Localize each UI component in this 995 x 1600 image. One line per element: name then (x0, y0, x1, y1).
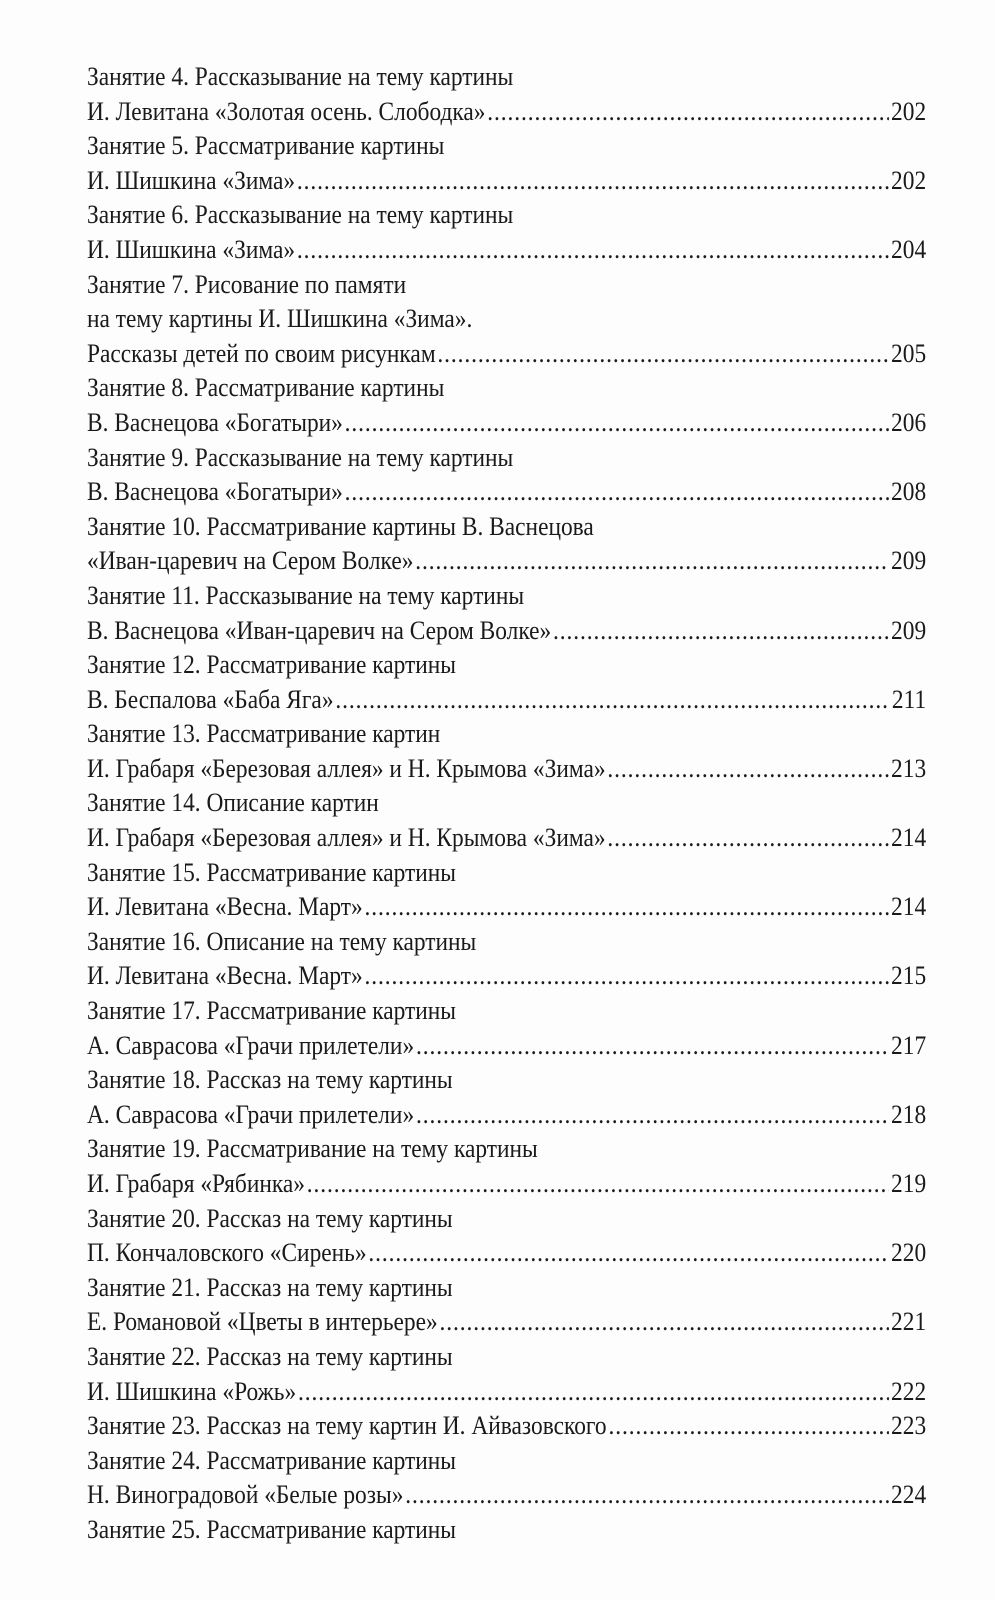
dot-leader (298, 1375, 889, 1410)
toc-entry (87, 648, 927, 717)
dot-leader (608, 1409, 889, 1444)
toc-line (87, 1305, 926, 1340)
toc-entry-text: И. Левитана «Весна. Март» (87, 961, 363, 991)
toc-line (87, 648, 926, 683)
toc-entry-text: В. Беспалова «Баба Яга» (87, 684, 334, 714)
page-number: 221 (891, 1307, 927, 1337)
toc-entry (87, 1444, 927, 1513)
toc-line (87, 1513, 926, 1548)
dot-leader (416, 1029, 889, 1064)
page-number: 224 (891, 1480, 927, 1510)
toc-line (87, 129, 926, 164)
toc-line (87, 890, 926, 925)
toc-entry-text: Занятие 14. Описание картин (87, 788, 379, 818)
toc-entry (87, 510, 927, 579)
page-number: 214 (891, 892, 927, 922)
toc-line (87, 1202, 926, 1237)
page-number: 220 (891, 1238, 927, 1268)
dot-leader (297, 233, 889, 268)
toc-line (87, 579, 926, 614)
table-of-contents (87, 60, 927, 1548)
toc-entry-text: В. Васнецова «Иван-царевич на Сером Волке» (87, 615, 552, 645)
toc-line (87, 544, 926, 579)
toc-entry-text: Занятие 21. Рассказ на тему картины (87, 1272, 453, 1302)
toc-entry (87, 371, 927, 440)
toc-entry-text: П. Кончаловского «Сирень» (87, 1238, 367, 1268)
page-number: 213 (891, 753, 927, 783)
toc-entry-text: И. Грабаря «Рябинка» (87, 1169, 305, 1198)
toc-entry-text: Занятие 13. Рассматривание картин (87, 719, 441, 749)
toc-line (87, 371, 926, 406)
toc-line (87, 683, 926, 718)
toc-entry (87, 198, 927, 267)
toc-line (87, 406, 926, 441)
toc-entry-text: Занятие 23. Рассказ на тему картин И. Айвазовского (87, 1411, 607, 1441)
toc-entry (87, 1513, 927, 1548)
dot-leader (415, 544, 889, 579)
toc-line (87, 1444, 926, 1479)
page-number: 205 (891, 338, 927, 368)
toc-line (87, 821, 926, 856)
toc-entry (87, 1063, 927, 1132)
toc-entry-text: И. Шишкина «Зима» (87, 165, 296, 195)
toc-entry-text: И. Левитана «Весна. Март» (87, 892, 363, 922)
dot-leader (607, 821, 889, 856)
dot-leader (405, 1478, 889, 1513)
dot-leader (365, 890, 890, 925)
toc-line (87, 786, 926, 821)
page-number: 204 (891, 234, 927, 264)
toc-entry-text: Занятие 20. Рассказ на тему картины (87, 1203, 453, 1233)
toc-line (87, 856, 926, 891)
page-number: 211 (891, 684, 927, 714)
toc-line (87, 95, 926, 130)
dot-leader (416, 1098, 889, 1133)
page-number: 209 (891, 615, 927, 645)
page-number: 217 (891, 1030, 927, 1060)
toc-line (87, 614, 926, 649)
toc-entry-text: Занятие 10. Рассматривание картины В. Васнецова (87, 511, 594, 541)
toc-line (87, 198, 926, 233)
toc-line (87, 1409, 926, 1444)
toc-line (87, 302, 926, 337)
toc-entry-text: И. Грабаря «Березовая аллея» и Н. Крымова «Зима» (87, 753, 606, 783)
toc-line (87, 1271, 926, 1306)
toc-entry (87, 994, 927, 1063)
page-number: 218 (891, 1099, 927, 1129)
dot-leader (297, 164, 889, 199)
page-number: 202 (891, 165, 927, 195)
dot-leader (607, 752, 889, 787)
page-number: 219 (891, 1169, 927, 1198)
toc-entry-text: А. Саврасова «Грачи прилетели» (87, 1030, 415, 1060)
toc-line (87, 1098, 926, 1133)
toc-line (87, 1340, 926, 1375)
toc-line (87, 925, 926, 960)
dot-leader (487, 95, 889, 130)
dot-leader (307, 1167, 889, 1202)
toc-line (87, 1167, 926, 1202)
toc-line (87, 717, 926, 752)
toc-entry (87, 60, 927, 129)
toc-line (87, 1063, 926, 1098)
toc-entry-text: Занятие 17. Рассматривание картины (87, 996, 457, 1026)
toc-entry-text: И. Шишкина «Зима» (87, 234, 296, 264)
toc-entry-text: Занятие 9. Рассказывание на тему картины (87, 442, 514, 472)
toc-entry-text: Занятие 15. Рассматривание картины (87, 857, 457, 887)
toc-entry-text: Занятие 16. Описание на тему картины (87, 926, 477, 956)
toc-entry-text: Занятие 12. Рассматривание картины (87, 650, 457, 680)
page-number: 206 (891, 407, 927, 437)
toc-entry (87, 786, 927, 855)
toc-entry (87, 1340, 927, 1409)
toc-entry (87, 1132, 927, 1201)
toc-entry-text: В. Васнецова «Богатыри» (87, 477, 343, 507)
toc-line (87, 1478, 926, 1513)
toc-entry (87, 268, 927, 372)
toc-line (87, 268, 926, 303)
toc-line (87, 60, 926, 95)
toc-line (87, 752, 926, 787)
toc-line (87, 1132, 926, 1167)
toc-entry-text: «Иван-царевич на Сером Волке» (87, 546, 414, 576)
page-number: 215 (891, 961, 927, 991)
toc-entry-text: Н. Виноградовой «Белые розы» (87, 1480, 404, 1510)
toc-entry-text: И. Шишкина «Рожь» (87, 1376, 297, 1406)
dot-leader (365, 959, 890, 994)
toc-entry-text: Рассказы детей по своим рисункам (87, 338, 436, 368)
toc-entry-text: Занятие 24. Рассматривание картины (87, 1445, 457, 1475)
dot-leader (437, 337, 889, 372)
dot-leader (335, 683, 890, 718)
toc-line (87, 475, 926, 510)
toc-line (87, 959, 926, 994)
toc-entry-text: А. Саврасова «Грачи прилетели» (87, 1099, 415, 1129)
page-number: 214 (891, 823, 927, 853)
toc-line (87, 1375, 926, 1410)
toc-entry-text: Занятие 4. Рассказывание на тему картины (87, 62, 514, 91)
dot-leader (440, 1305, 890, 1340)
dot-leader (345, 475, 890, 510)
page-number: 222 (891, 1376, 927, 1406)
toc-line (87, 1236, 926, 1271)
toc-entry-text: Занятие 6. Рассказывание на тему картины (87, 200, 514, 230)
toc-entry-text: И. Левитана «Золотая осень. Слободка» (87, 96, 486, 126)
toc-line (87, 441, 926, 476)
toc-entry-text: И. Грабаря «Березовая аллея» и Н. Крымова «Зима» (87, 823, 606, 853)
toc-entry-text: Занятие 8. Рассматривание картины (87, 373, 445, 403)
toc-line (87, 1029, 926, 1064)
toc-entry-text: Занятие 5. Рассматривание картины (87, 131, 445, 161)
toc-entry-text: В. Васнецова «Богатыри» (87, 407, 343, 437)
toc-entry-text: Е. Романовой «Цветы в интерьере» (87, 1307, 438, 1337)
toc-entry (87, 856, 927, 925)
toc-entry-text: Занятие 25. Рассматривание картины (87, 1514, 457, 1544)
toc-line (87, 510, 926, 545)
toc-entry (87, 1202, 927, 1271)
page-number: 223 (891, 1411, 927, 1441)
toc-entry (87, 1271, 927, 1340)
toc-line (87, 994, 926, 1029)
toc-line (87, 233, 926, 268)
toc-entry-text: Занятие 11. Рассказывание на тему картины (87, 580, 525, 610)
toc-line (87, 337, 926, 372)
page-number: 208 (891, 477, 927, 507)
dot-leader (345, 406, 890, 441)
page-number: 202 (891, 96, 927, 126)
page-number: 209 (891, 546, 927, 576)
toc-entry (87, 717, 927, 786)
toc-entry-text: Занятие 18. Рассказ на тему картины (87, 1065, 453, 1095)
toc-line (87, 164, 926, 199)
toc-entry-text: Занятие 7. Рисование по памяти (87, 269, 407, 299)
toc-entry (87, 579, 927, 648)
dot-leader (553, 614, 889, 649)
toc-entry (87, 925, 927, 994)
dot-leader (368, 1236, 889, 1271)
toc-entry (87, 441, 927, 510)
toc-entry (87, 129, 927, 198)
toc-entry-text: Занятие 19. Рассматривание на тему картины (87, 1134, 538, 1164)
toc-entry (87, 1409, 927, 1444)
toc-entry-text: Занятие 22. Рассказ на тему картины (87, 1341, 453, 1371)
toc-entry-text: на тему картины И. Шишкина «Зима». (87, 304, 473, 334)
